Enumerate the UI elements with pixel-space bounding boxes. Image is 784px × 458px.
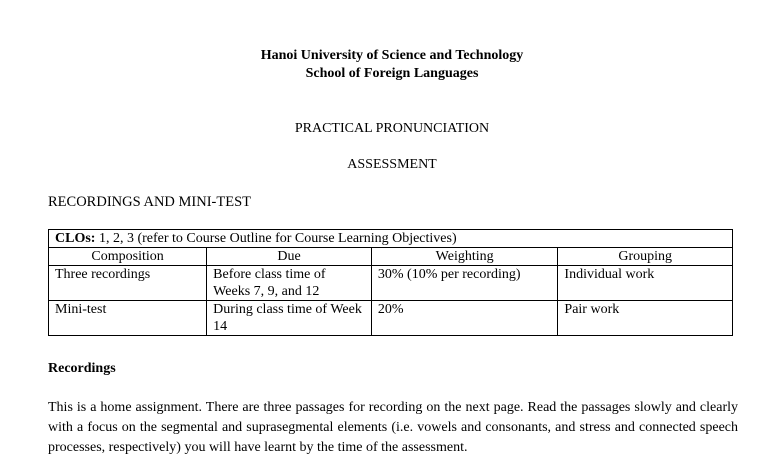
table-cell: 30% (10% per recording) <box>371 266 558 301</box>
header-weighting: Weighting <box>371 248 558 266</box>
table-row <box>49 266 733 301</box>
clo-cell <box>49 230 733 248</box>
table-header-row <box>49 248 733 266</box>
table-cell: Individual work <box>558 266 733 301</box>
assessment-table <box>48 229 733 336</box>
university-name: Hanoi University of Science and Technology <box>260 48 524 63</box>
header-due: Due <box>207 248 372 266</box>
assessment-title: ASSESSMENT <box>347 157 437 172</box>
recordings-heading: Recordings <box>48 361 116 376</box>
table-cell: 20% <box>371 301 558 336</box>
recordings-paragraph: This is a home assignment. There are three passages for recording on the next page. Read the passages slowly and clearly with a focus on the segmental and suprasegmental elements (i.e. vowels and consonants, and stress and connected speech processes, respectively) you will have learnt by the time of the assessment. <box>48 400 738 455</box>
header-grouping: Grouping <box>558 248 733 266</box>
clo-text: 1, 2, 3 (refer to Course Outline for Course Learning Objectives) <box>95 231 457 246</box>
table-cell: Before class time of Weeks 7, 9, and 12 <box>207 266 372 301</box>
course-title: PRACTICAL PRONUNCIATION <box>294 121 490 136</box>
section-title: RECORDINGS AND MINI-TEST <box>48 194 251 210</box>
table-cell: Three recordings <box>49 266 207 301</box>
table-cell: Pair work <box>558 301 733 336</box>
header-composition: Composition <box>49 248 207 266</box>
clo-row <box>49 230 733 248</box>
table-cell: During class time of Week 14 <box>207 301 372 336</box>
clo-label: CLOs: <box>55 231 96 246</box>
school-name: School of Foreign Languages <box>305 66 479 81</box>
table-cell: Mini-test <box>49 301 207 336</box>
table-row <box>49 301 733 336</box>
